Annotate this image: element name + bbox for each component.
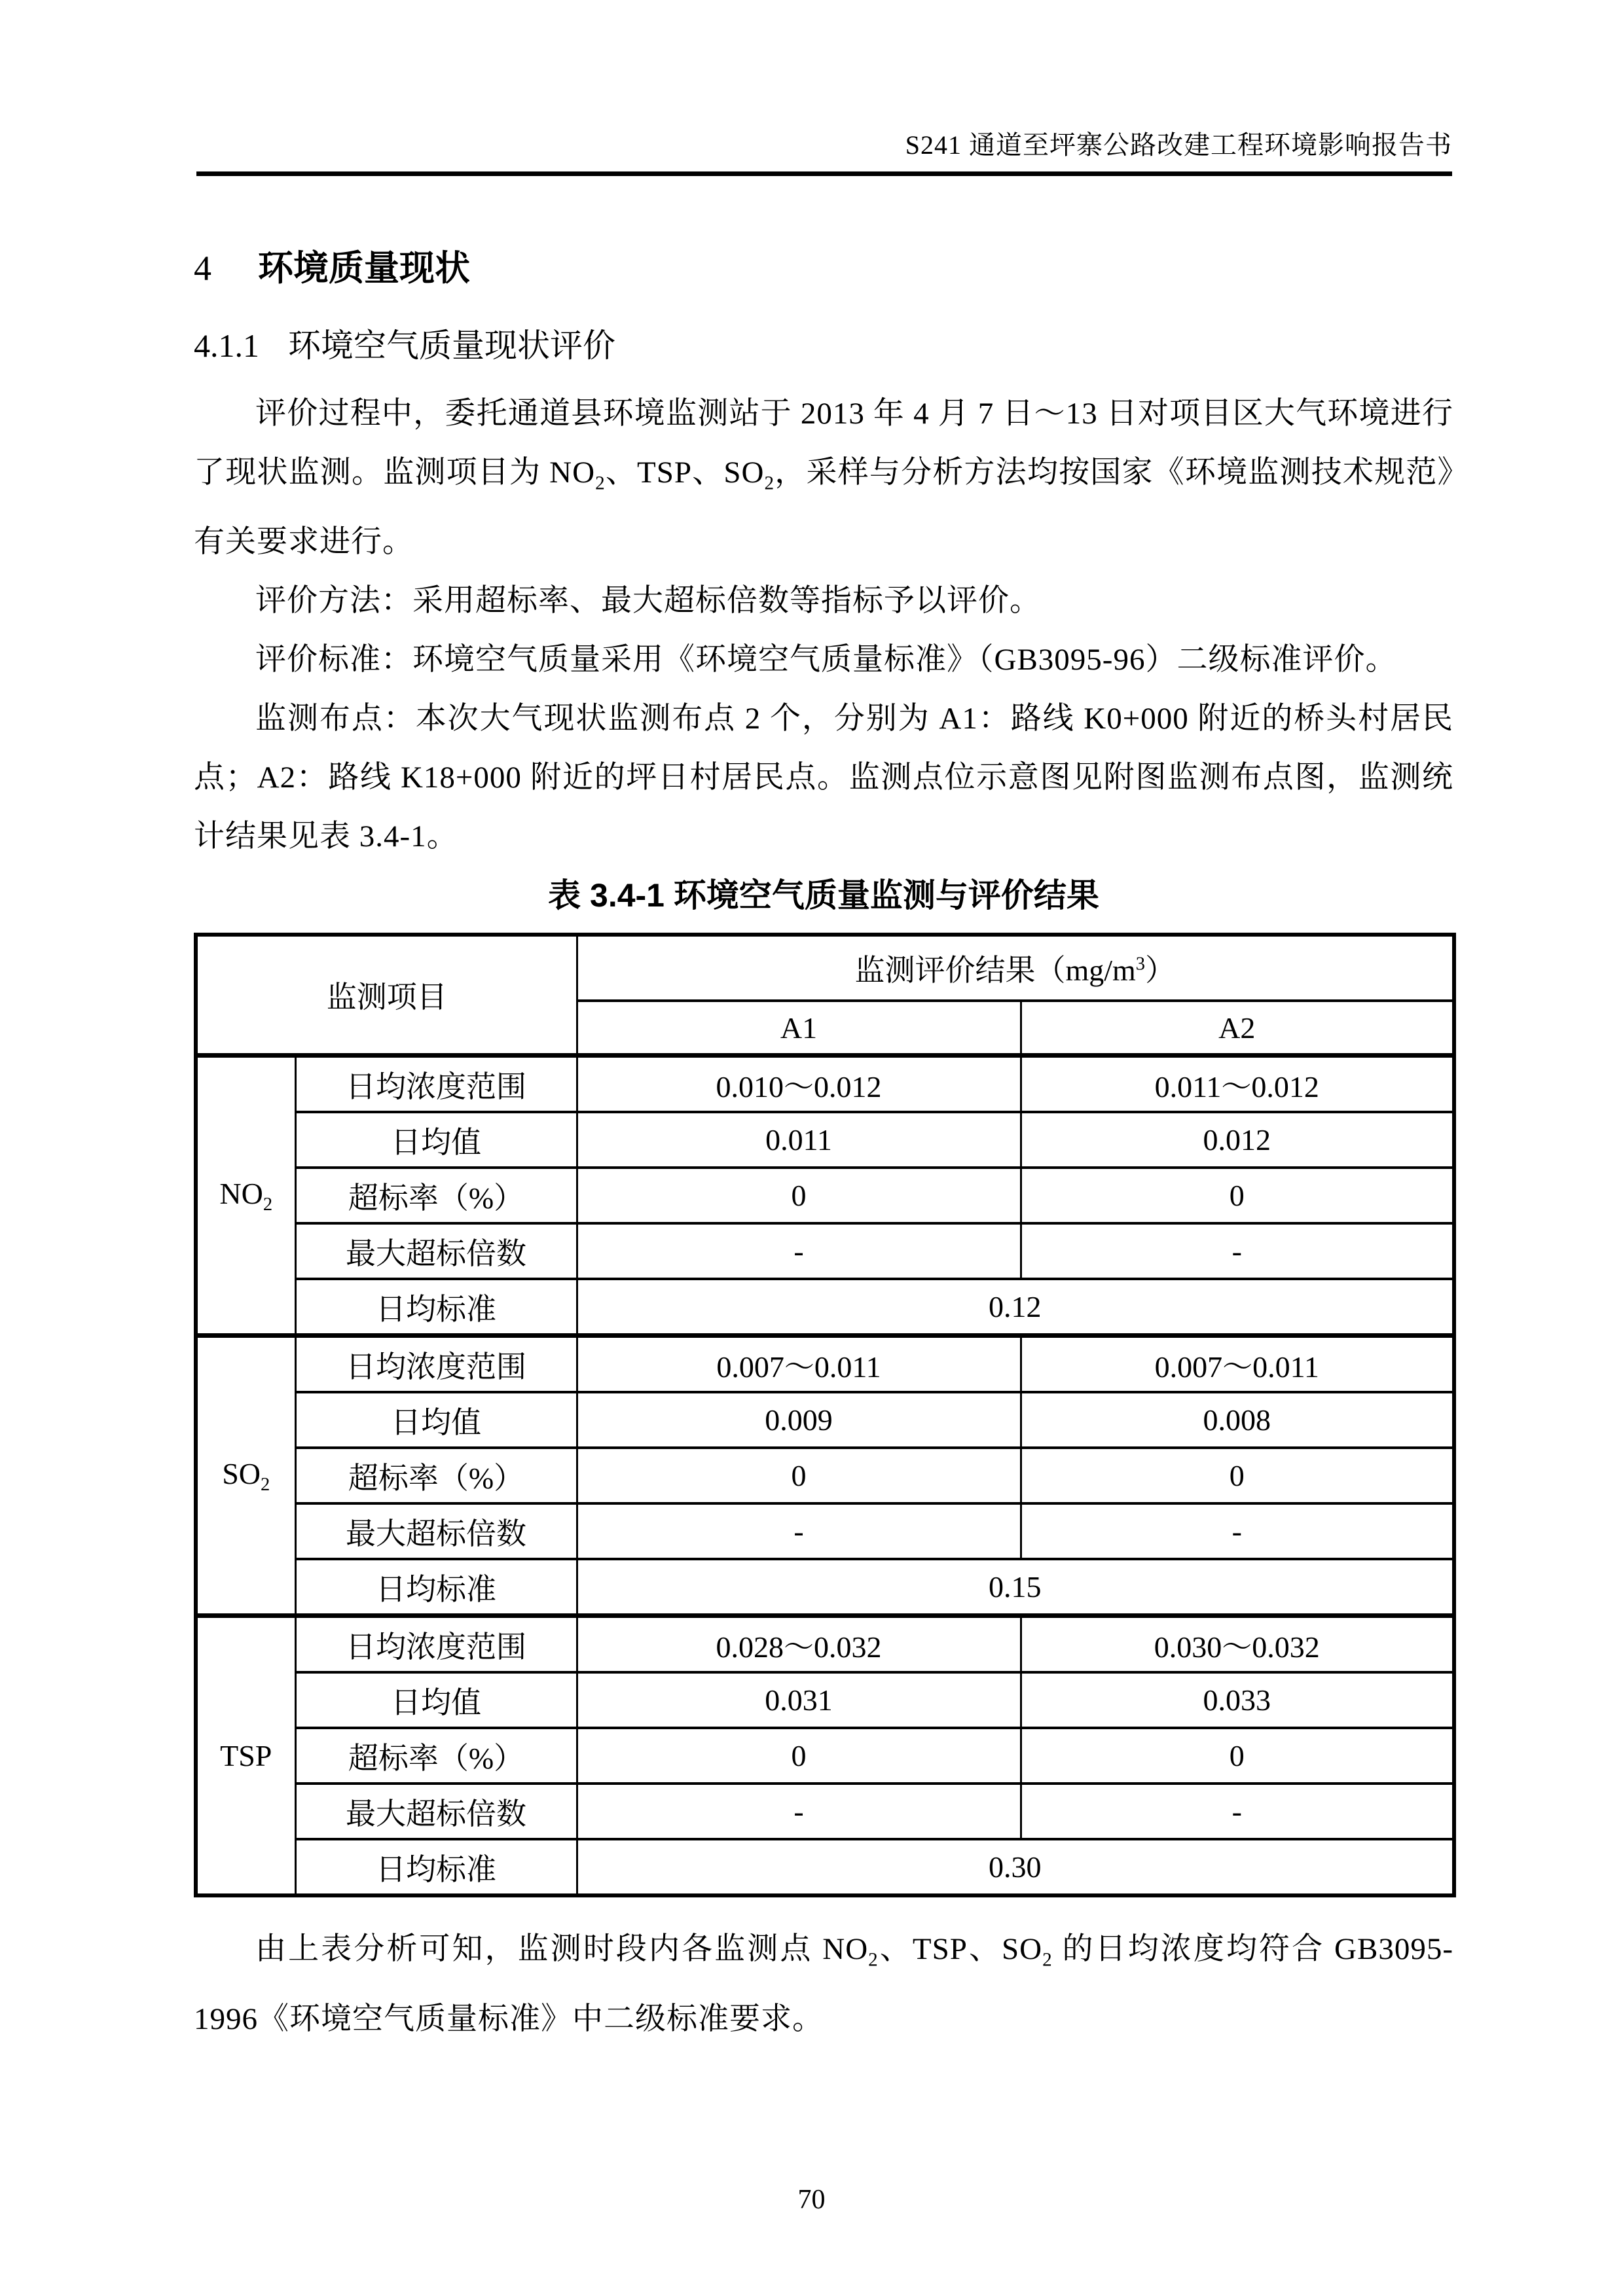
section-number: 4	[194, 249, 211, 288]
table-row	[196, 1672, 1454, 1728]
cell-so2-exceed-a1: 0	[577, 1448, 1021, 1503]
cell-tsp-standard: 0.30	[577, 1839, 1454, 1895]
subsection-heading	[194, 325, 1453, 366]
cell-tsp-maxexceed-a2: -	[1021, 1784, 1454, 1839]
cell-label-mean: 日均值	[295, 1672, 577, 1728]
cell-no2-range-a1: 0.010～0.012	[577, 1056, 1021, 1113]
table-row	[196, 1336, 1454, 1393]
subsection-number: 4.1.1	[194, 327, 259, 364]
cell-so2-mean-a1: 0.009	[577, 1392, 1021, 1448]
cell-no2-maxexceed-a1: -	[577, 1223, 1021, 1279]
table-row	[196, 1279, 1454, 1336]
cell-label-exceed-rate: 超标率（%）	[295, 1168, 577, 1223]
cell-tsp-maxexceed-a1: -	[577, 1784, 1021, 1839]
table-caption: 表 3.4-1 环境空气质量监测与评价结果	[548, 877, 1099, 914]
header-cell-site-a1: A1	[577, 1001, 1021, 1056]
cell-no2-exceed-a1: 0	[577, 1168, 1021, 1223]
cell-so2-exceed-a2: 0	[1021, 1448, 1454, 1503]
cell-label-max-exceed: 最大超标倍数	[295, 1223, 577, 1279]
cell-so2-range-a1: 0.007～0.011	[577, 1336, 1021, 1393]
subsection-title: 环境空气质量现状评价	[288, 327, 615, 364]
header-cell-item: 监测项目	[196, 935, 577, 1056]
paragraph-monitoring-overview: 评价过程中，委托通道县环境监测站于 2013 年 4 月 7 日～13 日对项目区大气环境进行了现状监测。监测项目为 $NO_2$、TSP、$SO_2$，采样与分析方法均按国家《环境监测技术规范》有关要求进行。	[194, 397, 1453, 560]
cell-label-standard: 日均标准	[295, 1559, 577, 1616]
cell-tsp-exceed-a2: 0	[1021, 1728, 1454, 1784]
table-row	[196, 1839, 1454, 1895]
cell-label-standard: 日均标准	[295, 1839, 577, 1895]
cell-tsp-range-a2: 0.030～0.032	[1021, 1616, 1454, 1673]
cell-no2-exceed-a2: 0	[1021, 1168, 1454, 1223]
cell-label-exceed-rate: 超标率（%）	[295, 1728, 577, 1784]
cell-so2-range-a2: 0.007～0.011	[1021, 1336, 1454, 1393]
cell-tsp-range-a1: 0.028～0.032	[577, 1616, 1021, 1673]
page-footer	[0, 2183, 1623, 2216]
paragraph-monitoring-sites: 监测布点：本次大气现状监测布点 2 个，分别为 A1：路线 K0+000 附近的桥头村居民点；A2：路线 K18+000 附近的坪日村居民点。监测点位示意图见附图监测布点图，监测统计结果见表 3.4-1。	[194, 702, 1453, 854]
table-row	[196, 1223, 1454, 1279]
cell-label-mean: 日均值	[295, 1112, 577, 1168]
paragraph-evaluation-standard: 评价标准：环境空气质量采用《环境空气质量标准》（GB3095-96）二级标准评价。	[255, 643, 1397, 677]
page-header	[196, 0, 1452, 176]
cell-tsp-mean-a2: 0.033	[1021, 1672, 1454, 1728]
cell-so2-standard: 0.15	[577, 1559, 1454, 1616]
air-quality-table	[194, 933, 1456, 1897]
section-heading	[194, 247, 1453, 290]
cell-no2-standard: 0.12	[577, 1279, 1454, 1336]
cell-label-exceed-rate: 超标率（%）	[295, 1448, 577, 1503]
cell-no2-maxexceed-a2: -	[1021, 1223, 1454, 1279]
cell-so2-maxexceed-a2: -	[1021, 1503, 1454, 1559]
table-header-row-1	[196, 935, 1454, 1001]
cell-label-max-exceed: 最大超标倍数	[295, 1784, 577, 1839]
cell-no2-range-a2: 0.011～0.012	[1021, 1056, 1454, 1113]
cell-so2-maxexceed-a1: -	[577, 1503, 1021, 1559]
cell-tsp-mean-a1: 0.031	[577, 1672, 1021, 1728]
cell-pollutant-so2: $SO_2$	[196, 1336, 295, 1616]
cell-label-range: 日均浓度范围	[295, 1336, 577, 1393]
table-row	[196, 1503, 1454, 1559]
table-row	[196, 1559, 1454, 1616]
cell-tsp-exceed-a1: 0	[577, 1728, 1021, 1784]
cell-label-mean: 日均值	[295, 1392, 577, 1448]
table-row	[196, 1168, 1454, 1223]
cell-no2-mean-a1: 0.011	[577, 1112, 1021, 1168]
cell-label-range: 日均浓度范围	[295, 1616, 577, 1673]
table-row	[196, 1112, 1454, 1168]
header-cell-result-group: 监测评价结果$(mg/m^3)$	[577, 935, 1454, 1001]
cell-pollutant-tsp: TSP	[196, 1616, 295, 1896]
table-row	[196, 1056, 1454, 1113]
header-title: S241 通道至坪寨公路改建工程环境影响报告书	[905, 130, 1452, 160]
table-row	[196, 1728, 1454, 1784]
table-row	[196, 1616, 1454, 1673]
cell-no2-mean-a2: 0.012	[1021, 1112, 1454, 1168]
header-cell-site-a2: A2	[1021, 1001, 1454, 1056]
paragraph-evaluation-method: 评价方法：采用超标率、最大超标倍数等指标予以评价。	[255, 584, 1041, 619]
paragraph-conclusion: 由上表分析可知，监测时段内各监测点 $NO_2$、TSP、$SO_2$ 的日均浓度均符合 GB3095-1996《环境空气质量标准》中二级标准要求。	[194, 1932, 1453, 2036]
table-row	[196, 1448, 1454, 1503]
cell-so2-mean-a2: 0.008	[1021, 1392, 1454, 1448]
page-content	[194, 247, 1453, 2049]
cell-label-max-exceed: 最大超标倍数	[295, 1503, 577, 1559]
section-title: 环境质量现状	[258, 249, 470, 288]
cell-label-standard: 日均标准	[295, 1279, 577, 1336]
table-row	[196, 1392, 1454, 1448]
page-number: 70	[797, 2184, 826, 2215]
cell-pollutant-no2: $NO_2$	[196, 1056, 295, 1336]
cell-label-range: 日均浓度范围	[295, 1056, 577, 1113]
table-row	[196, 1784, 1454, 1839]
header-rule	[196, 171, 1452, 176]
